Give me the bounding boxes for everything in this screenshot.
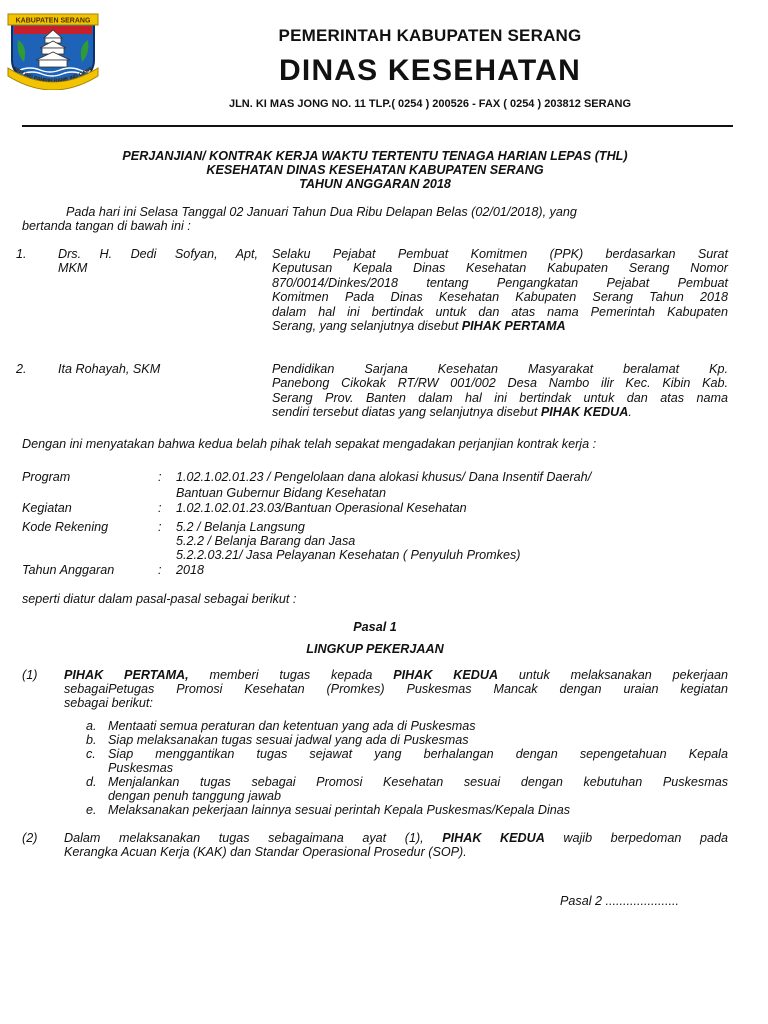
kode-rekening-colon: : — [158, 520, 162, 534]
party-2-desc-line: Serang Prov. Banten dalam hal ini bertindak untuk dan atas nama — [272, 390, 728, 405]
task-letter: b. — [86, 733, 97, 747]
task-item: Siap menggantikan tugas sejawat yang berhalangan dengan sepengetahuan Kepala — [108, 747, 728, 761]
task-letter: a. — [86, 719, 97, 733]
department-address: JLN. KI MAS JONG NO. 11 TLP.( 0254 ) 200526 - FAX ( 0254 ) 203812 SERANG — [228, 98, 632, 110]
program-value-line-1: 1.02.1.02.01.23 / Pengelolaan dana alokasi khusus/ Dana Insentif Daerah/ — [176, 470, 592, 484]
task-letter: e. — [86, 803, 97, 817]
program-label: Program — [22, 470, 71, 484]
party-1-desc-line: Komitmen Pada Dinas Kesehatan Kabupaten Serang Tahun 2018 — [272, 290, 728, 305]
kode-rekening-line-2: 5.2.2 / Belanja Barang dan Jasa — [176, 534, 356, 548]
party-1-desc-last-line: Serang, yang selanjutnya disebut PIHAK PERTAMA — [272, 319, 566, 334]
pasal-intro: seperti diatur dalam pasal-pasal sebagai berikut : — [22, 592, 297, 606]
party-1-desc-line: 870/0014/Dinkes/2018 tentang Pengangkatan Pejabat Pembuat — [272, 275, 728, 290]
logo-banner-text: KABUPATEN SERANG — [15, 17, 91, 25]
letterhead-rule — [22, 125, 733, 127]
kegiatan-colon: : — [158, 501, 162, 515]
tahun-anggaran-colon: : — [158, 563, 162, 577]
task-letter: d. — [86, 775, 97, 789]
title-line-2: KESEHATAN DINAS KESEHATAN KABUPATEN SERANG — [206, 163, 544, 177]
ayat-2-line-1: Dalam melaksanakan tugas sebagaimana ayat (1), PIHAK KEDUA wajib berpedoman pada — [64, 831, 729, 845]
document-title — [22, 149, 728, 191]
ayat-1-party-1: PIHAK PERTAMA, — [64, 668, 189, 682]
kode-rekening-line-1: 5.2 / Belanja Langsung — [176, 520, 305, 534]
pasal-1-subheading: LINGKUP PEKERJAAN — [306, 642, 444, 656]
party-2-description — [272, 362, 728, 420]
ayat-2-line-2: Kerangka Acuan Kerja (KAK) dan Standar Operasional Prosedur (SOP). — [64, 845, 467, 859]
government-name: PEMERINTAH KABUPATEN SERANG — [278, 26, 582, 45]
agreement-statement: Dengan ini menyatakan bahwa kedua belah pihak telah sepakat mengadakan perjanjian kontrak kerja : — [22, 437, 597, 451]
task-item: Mentaati semua peraturan dan ketentuan yang ada di Puskesmas — [108, 719, 476, 733]
ayat-2-party-2: PIHAK KEDUA — [442, 831, 545, 845]
kegiatan-label: Kegiatan — [22, 501, 72, 515]
party-1-name-line-2: MKM — [58, 261, 88, 275]
party-1-desc-line: Keputusan Kepala Dinas Kesehatan Kabupaten Serang Nomor — [272, 261, 728, 276]
party-1-role: PIHAK PERTAMA — [461, 319, 566, 334]
task-letter: c. — [86, 747, 96, 761]
pasal-1-heading: Pasal 1 — [353, 620, 397, 634]
ayat-2-number: (2) — [22, 831, 38, 845]
program-value-line-2: Bantuan Gubernur Bidang Kesehatan — [176, 486, 387, 500]
party-1-number: 1. — [16, 247, 27, 261]
ayat-1-number: (1) — [22, 668, 38, 682]
kode-rekening-label: Kode Rekening — [22, 520, 109, 534]
party-2-desc-line: Pendidikan Sarjana Kesehatan Masyarakat beralamat Kp. — [272, 362, 728, 376]
department-name: DINAS KESEHATAN — [279, 54, 581, 87]
next-pasal-marker: Pasal 2 ..................... — [560, 894, 679, 908]
party-1-name-line-1: Drs. H. Dedi Sofyan, Apt, — [58, 247, 258, 261]
task-item: Menjalankan tugas sebagai Promosi Kesehatan sesuai dengan kebutuhan Puskesmas — [108, 775, 728, 789]
serang-regency-logo — [6, 10, 100, 90]
logo-motto-text: SEPI ING PAMRIH RAME ING GAWE — [11, 65, 95, 85]
tahun-anggaran-label: Tahun Anggaran — [22, 563, 115, 577]
task-item-continued: Puskesmas — [108, 761, 174, 775]
title-line-1: PERJANJIAN/ KONTRAK KERJA WAKTU TERTENTU TENAGA HARIAN LEPAS (THL) — [122, 149, 628, 163]
party-2-number: 2. — [16, 362, 27, 376]
ayat-1-line-1: PIHAK PERTAMA, memberi tugas kepada PIHAK KEDUA untuk melaksanakan pekerjaan — [64, 668, 728, 682]
kegiatan-value: 1.02.1.02.01.23.03/Bantuan Operasional Kesehatan — [176, 501, 467, 515]
tahun-anggaran-value: 2018 — [176, 563, 205, 577]
party-1-desc-line: dalam hal ini bertindak untuk dan atas nama Pemerintah Kabupaten — [272, 304, 728, 319]
ayat-1-line-3: sebagai berikut: — [64, 696, 153, 710]
party-1-description — [272, 247, 728, 333]
party-2-desc-line: Panebong Cikokak RT/RW 001/002 Desa Nambo ilir Kec. Kibin Kab. — [272, 376, 728, 391]
kode-rekening-line-3: 5.2.2.03.21/ Jasa Pelayanan Kesehatan ( Penyuluh Promkes) — [176, 548, 521, 562]
title-line-3: TAHUN ANGGARAN 2018 — [299, 177, 451, 191]
opening-line-1: Pada hari ini Selasa Tanggal 02 Januari Tahun Dua Ribu Delapan Belas (02/01/2018), yang — [66, 205, 577, 219]
party-2-role: PIHAK KEDUA — [540, 405, 629, 420]
ayat-1-party-2: PIHAK KEDUA — [393, 668, 499, 682]
task-item: Melaksanakan pekerjaan lainnya sesuai perintah Kepala Puskesmas/Kepala Dinas — [108, 803, 571, 817]
opening-line-2: bertanda tangan di bawah ini : — [22, 219, 191, 233]
task-item: Siap melaksanakan tugas sesuai jadwal yang ada di Puskesmas — [108, 733, 469, 747]
ayat-1-line-2: sebagaiPetugas Promosi Kesehatan (Promkes) Puskesmas Mancak dengan uraian kegiatan — [64, 682, 728, 696]
regency-emblem-icon — [6, 10, 100, 90]
party-2-desc-last-line: sendiri tersebut diatas yang selanjutnya disebut PIHAK KEDUA. — [272, 405, 632, 420]
party-1-desc-line: Selaku Pejabat Pembuat Komitmen (PPK) berdasarkan Surat — [272, 247, 728, 261]
program-colon: : — [158, 470, 162, 484]
task-item-continued: dengan penuh tanggung jawab — [108, 789, 281, 803]
party-2-name: Ita Rohayah, SKM — [58, 362, 161, 376]
